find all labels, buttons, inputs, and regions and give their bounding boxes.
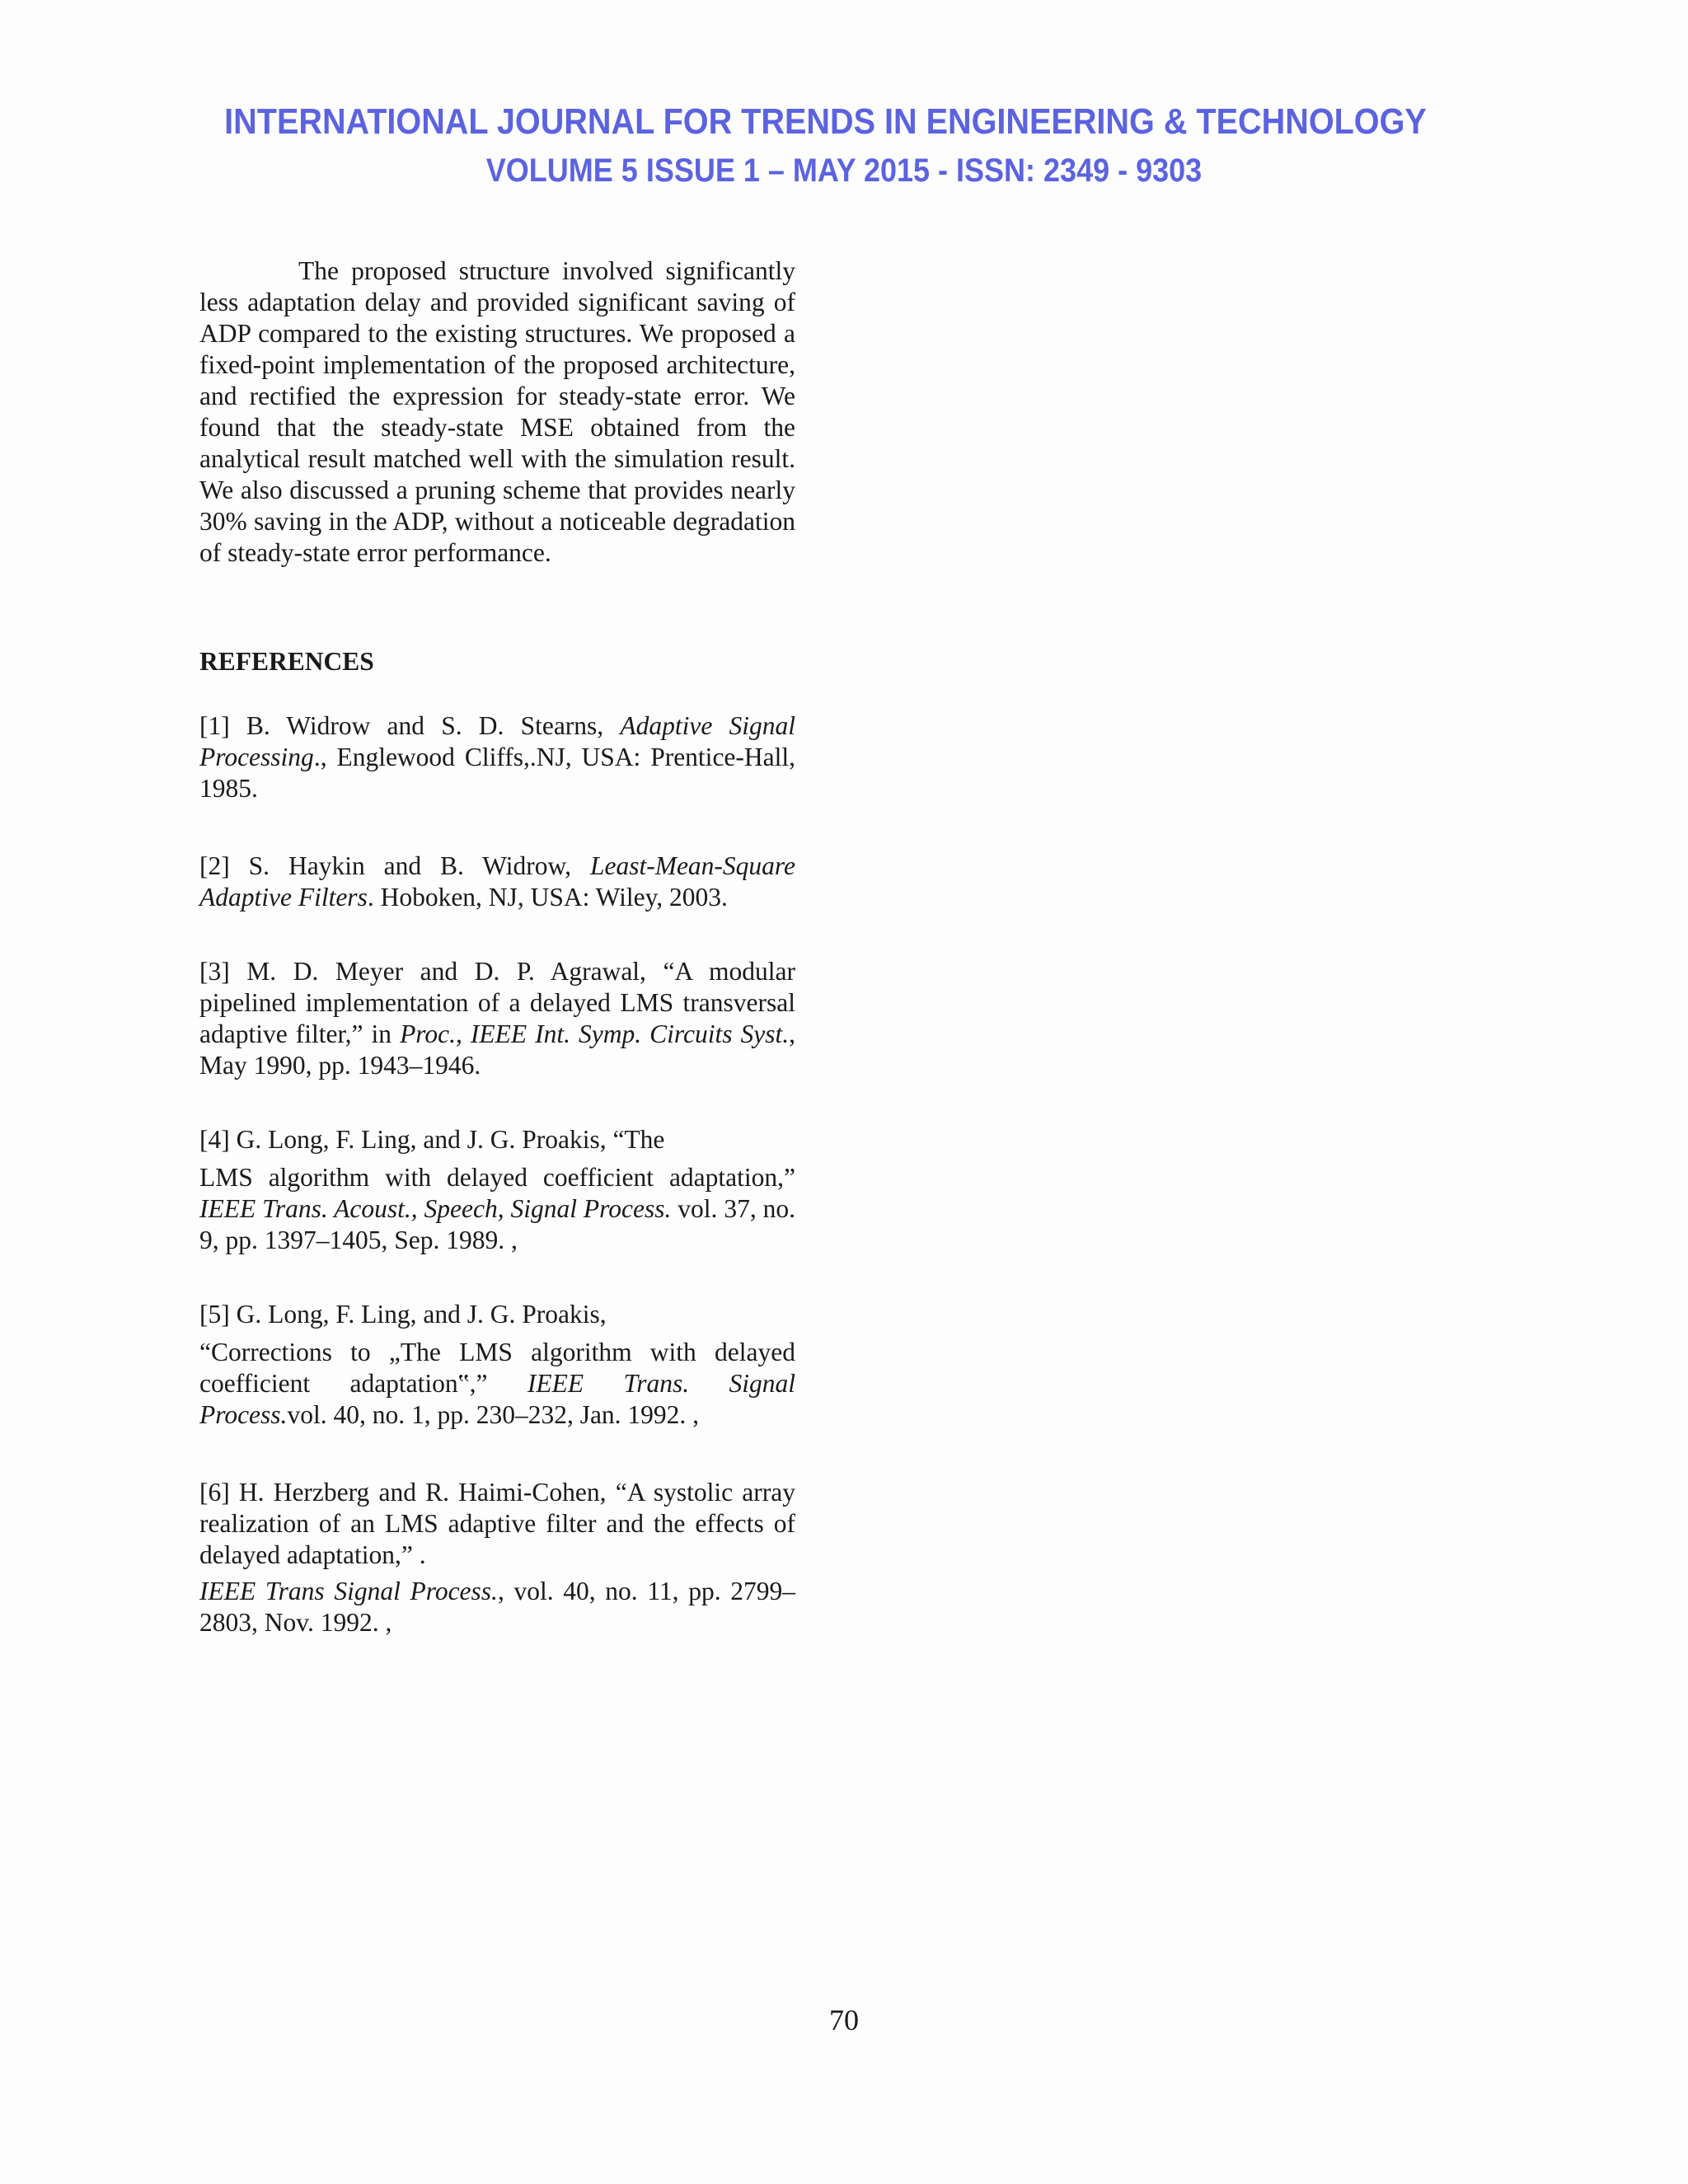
ref-title: Least-Mean-Square Adaptive Filters xyxy=(199,851,795,912)
ref-authors: B. Widrow and S. D. Stearns, xyxy=(229,711,621,740)
reference-1 xyxy=(199,710,795,804)
reference-4 xyxy=(199,1124,795,1256)
ref-title: IEEE Trans Signal Process. xyxy=(199,1577,498,1605)
ref-details: vol. 40, no. 1, pp. 230–232, Jan. 1992. , xyxy=(287,1400,700,1429)
reference-6 xyxy=(199,1477,795,1638)
ref-details: , vol. 40, no. 11, pp. 2799–2803, Nov. 1992. , xyxy=(199,1577,795,1637)
ref-details: vol. 37, no. 9, pp. 1397–1405, Sep. 1989. , xyxy=(199,1194,795,1254)
page-number: 70 xyxy=(829,2004,859,2036)
reference-3 xyxy=(199,956,795,1081)
ref-label: [1] xyxy=(199,711,230,740)
reference-2 xyxy=(199,851,795,913)
ref-title: Adaptive Signal Processing xyxy=(199,711,795,771)
conclusion-paragraph: The proposed structure involved significantly less adaptation delay and provided significant saving of ADP compared to the existing structures. We proposed a fixed-point implementation of the proposed architecture, and rectified the expression for steady-state error. We found that the steady-state MSE obtained from the analytical result matched well with the simulation result. We also discussed a pruning scheme that provides nearly 30% saving in the ADP, without a noticeable degradation of steady-state error performance. xyxy=(199,256,795,567)
ref-authors: H. Herzberg and R. Haimi-Cohen, “A systolic array realization of an LMS adaptive filter and the effects of delayed adaptation,” . xyxy=(199,1478,795,1569)
references-heading: REFERENCES xyxy=(199,647,374,676)
journal-header xyxy=(84,97,1603,194)
ref-details: . Hoboken, NJ, USA: Wiley, 2003. xyxy=(367,883,728,912)
ref-authors: G. Long, F. Ling, and J. G. Proakis, xyxy=(229,1300,607,1329)
ref-title: IEEE Trans. Signal Process. xyxy=(199,1369,795,1429)
ref-authors: G. Long, F. Ling, and J. G. Proakis, “The xyxy=(229,1125,665,1154)
reference-5 xyxy=(199,1299,795,1431)
ref-authors-cont: “Corrections to „The LMS algorithm with delayed coefficient adaptation‟,” xyxy=(199,1338,795,1398)
ref-title: IEEE Trans. Acoust., Speech, Signal Process. xyxy=(199,1194,672,1223)
ref-title: Proc., IEEE Int. Symp. Circuits Syst. xyxy=(400,1019,790,1048)
ref-details: , May 1990, pp. 1943–1946. xyxy=(199,1019,795,1080)
ref-label: [5] xyxy=(199,1300,230,1329)
journal-title: INTERNATIONAL JOURNAL FOR TRENDS IN ENGINEERING & TECHNOLOGY xyxy=(224,101,1427,142)
ref-authors: S. Haykin and B. Widrow, xyxy=(229,851,590,880)
ref-label: [3] xyxy=(199,957,230,986)
ref-authors-cont: LMS algorithm with delayed coefficient adaptation,” xyxy=(199,1163,795,1192)
ref-label: [4] xyxy=(199,1125,230,1154)
ref-details: ., Englewood Cliffs,.NJ, USA: Prentice-Hall, 1985. xyxy=(199,743,795,803)
ref-label: [6] xyxy=(199,1478,230,1507)
journal-issue-info: VOLUME 5 ISSUE 1 – MAY 2015 - ISSN: 2349 - 9303 xyxy=(485,152,1203,189)
text-column xyxy=(199,255,795,1638)
ref-authors: M. D. Meyer and D. P. Agrawal, “A modular pipelined implementation of a delayed LMS transversal adaptive filter,” in xyxy=(199,957,795,1048)
ref-label: [2] xyxy=(199,851,230,880)
